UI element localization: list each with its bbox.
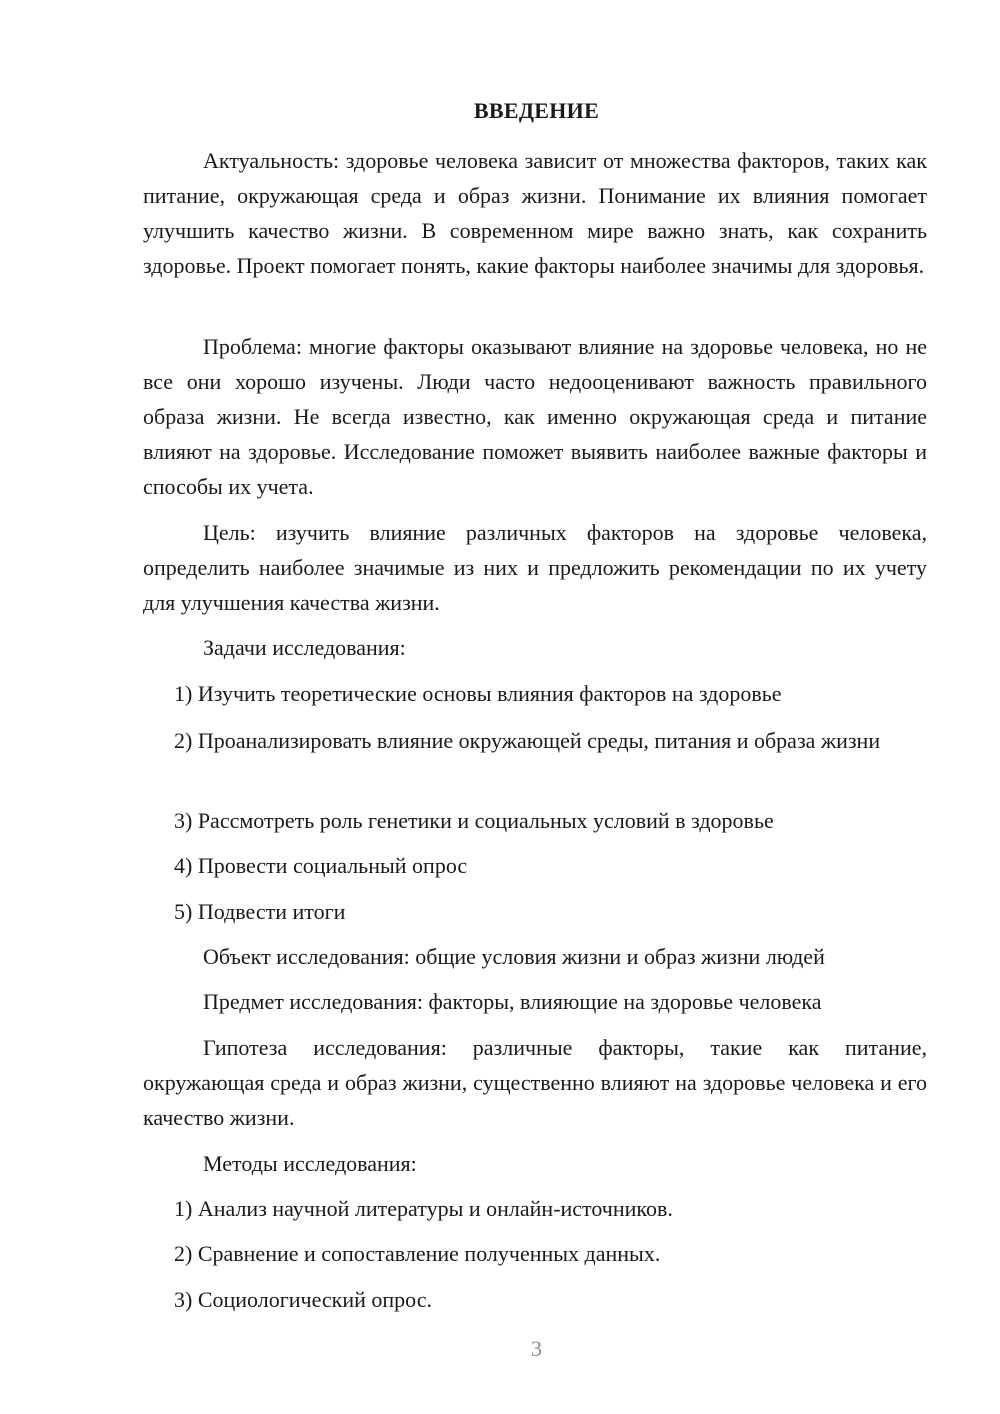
task-item: 4) Провести социальный опрос <box>174 853 468 878</box>
page-heading: ВВЕДЕНИЕ <box>473 98 600 123</box>
tasks-title: Задачи исследования: <box>203 635 406 660</box>
task-item: 3) Рассмотреть роль генетики и социальных условий в здоровье <box>174 808 774 833</box>
hypothesis-paragraph: Гипотеза исследования: различные факторы, такие как питание, окружающая среда и образ жизни, существенно влияют на здоровье человека и его качество жизни. <box>143 1035 927 1130</box>
subject-of-study: Предмет исследования: факторы, влияющие на здоровье человека <box>203 989 822 1014</box>
relevance-paragraph: Актуальность: здоровье человека зависит от множества факторов, таких как питание, окружающая среда и образ жизни. Понимание их влияния помогает улучшить качество жизни. В современном мире важно знать, как сохранить здоровье. Проект помогает понять, какие факторы наиболее значимы для здоровья. <box>143 148 927 278</box>
object-of-study: Объект исследования: общие условия жизни и образ жизни людей <box>203 944 825 969</box>
task-item: 5) Подвести итоги <box>174 899 346 924</box>
method-item: 1) Анализ научной литературы и онлайн-источников. <box>174 1196 673 1221</box>
task-item: 2) Проанализировать влияние окружающей среды, питания и образа жизни <box>174 728 881 753</box>
problem-paragraph: Проблема: многие факторы оказывают влияние на здоровье человека, но не все они хорошо изучены. Люди часто недооценивают важность правильного образа жизни. Не всегда известно, как именно окружающая среда и питание влияют на здоровье. Исследование поможет выявить наиболее важные факторы и способы их учета. <box>143 334 927 499</box>
method-item: 2) Сравнение и сопоставление полученных данных. <box>174 1241 661 1266</box>
methods-title: Методы исследования: <box>203 1151 417 1176</box>
method-item: 3) Социологический опрос. <box>174 1287 432 1312</box>
task-item: 1) Изучить теоретические основы влияния факторов на здоровье <box>174 681 782 706</box>
page-number: 3 <box>531 1336 542 1361</box>
goal-paragraph: Цель: изучить влияние различных факторов на здоровье человека, определить наиболее значимые из них и предложить рекомендации по их учету для улучшения качества жизни. <box>143 520 927 615</box>
